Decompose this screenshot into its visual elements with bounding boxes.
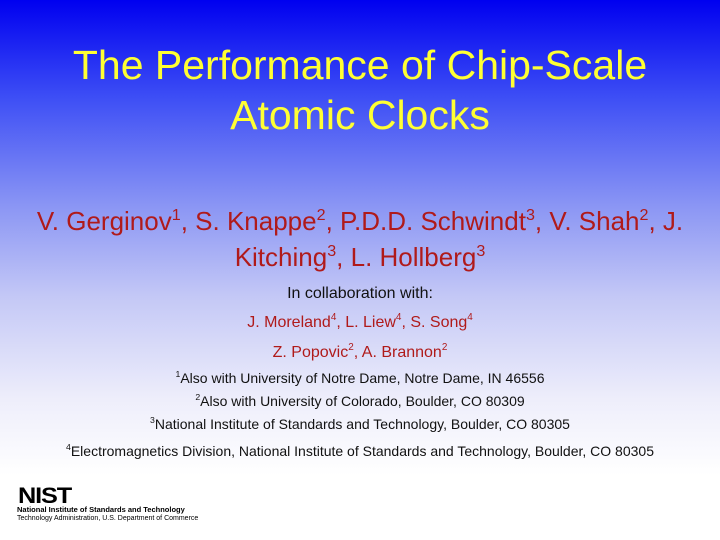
collaborator: L. Liew$^4$, [345,312,411,331]
collaborator: J. Moreland$^4$, [247,312,346,331]
collaborator: Z. Popovic$^2$, [272,342,362,361]
slide-title [0,40,720,140]
author: S. Knappe$^2$, [195,205,341,236]
title-line-1: The Performance of Chip-Scale [72,42,648,88]
collaboration-label: In collaboration with: [287,285,433,302]
author: J. Kitching$^3$, [234,206,684,272]
author-list [20,203,700,275]
collaborator: A. Brannon$^2$ [361,342,448,361]
collaborators-line-2 [0,344,720,362]
nist-logo-name: National Institute of Standards and Technology [17,505,185,514]
collaborators-line-1 [0,314,720,332]
author: V. Shah$^2$, [549,205,663,236]
nist-logo [12,484,208,526]
nist-logo-department: Technology Administration, U.S. Department of Commerce [17,515,199,522]
affiliation-1: $^1$Also with University of Notre Dame, Notre Dame, IN 46556 [175,368,545,386]
author: P.D.D. Schwindt$^3$, [340,205,550,236]
author: L. Hollberg$^3$ [350,241,486,272]
nist-logo-mark: NIST [18,483,72,508]
affiliation-2: $^2$Also with University of Colorado, Boulder, CO 80309 [195,391,525,409]
affiliation-4: $^4$Electromagnetics Division, National Institute of Standards and Technology, Boulder, CO 80305 [66,441,654,459]
affiliation-3: $^3$National Institute of Standards and Technology, Boulder, CO 80305 [150,414,570,432]
collaborator: S. Song$^4$ [410,312,473,331]
author: V. Gerginov$^1$, [36,205,196,236]
title-line-2: Atomic Clocks [230,92,490,138]
